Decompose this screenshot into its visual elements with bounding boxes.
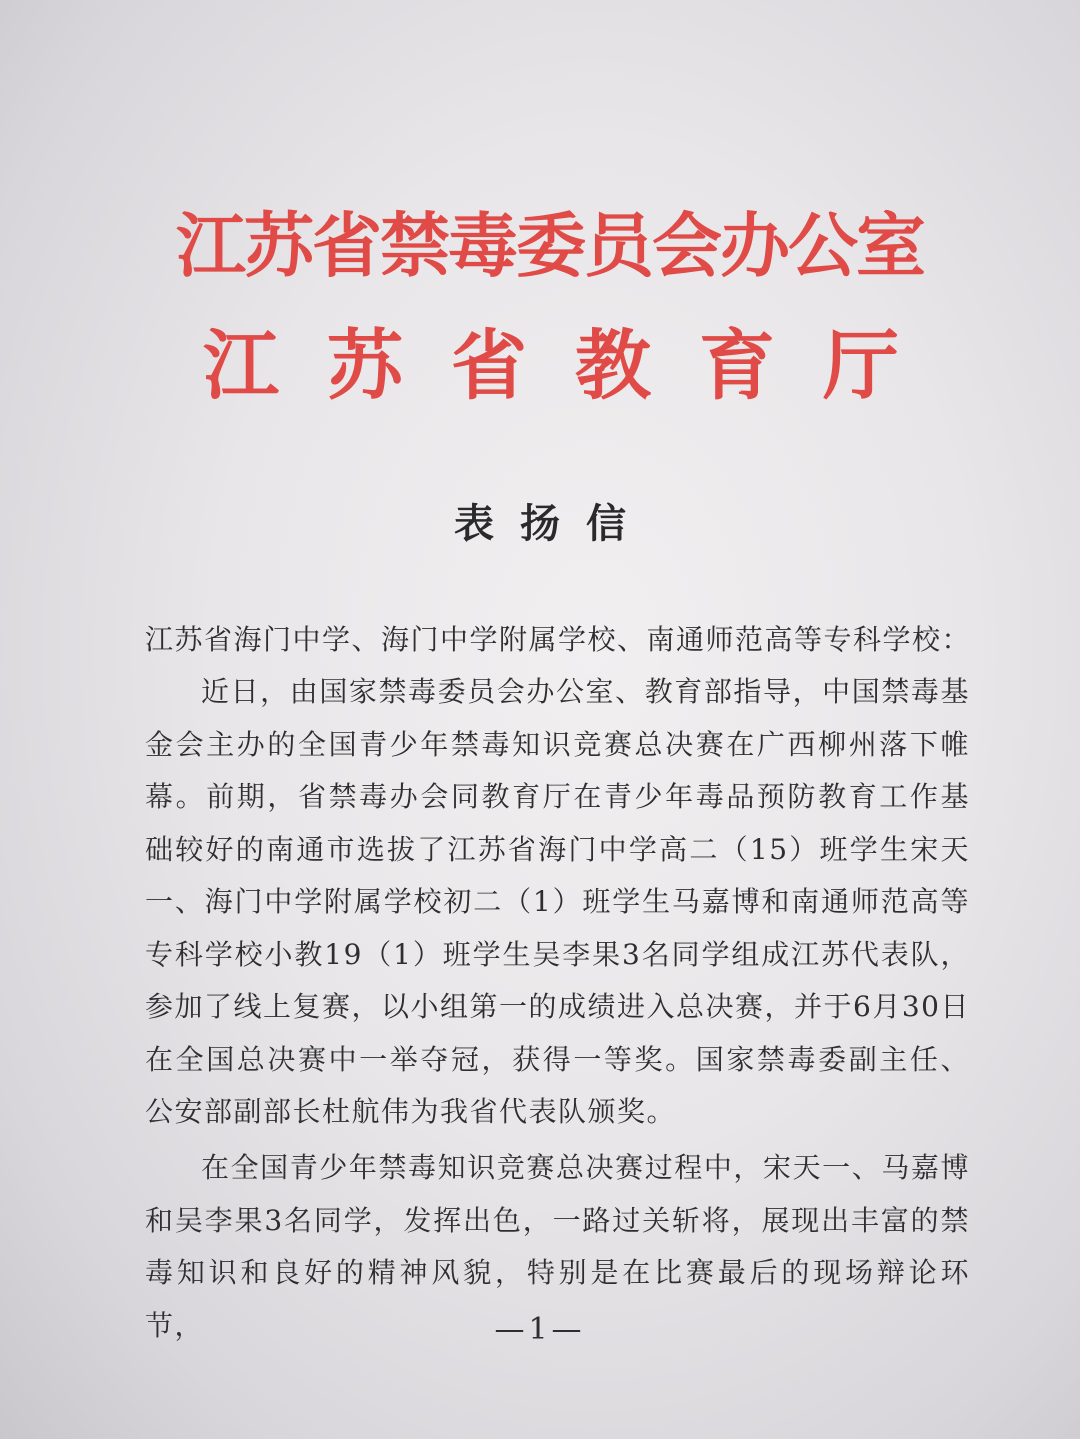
paragraph-2: 在全国青少年禁毒知识竞赛总决赛过程中，宋天一、马嘉博和吴李果3名同学，发挥出色，一路过关斩将，展现出丰富的禁毒知识和良好的精神风貌，特别是在比赛最后的现场辩论环节， (145, 1151, 970, 1342)
issuer-name-1: 江苏省禁毒委员会办公室 (176, 204, 924, 287)
salutation: 江苏省海门中学、海门中学附属学校、南通师范高等专科学校： (145, 623, 972, 656)
document-title: 表扬信 (454, 500, 652, 547)
page-number: —1— (494, 1312, 586, 1347)
paragraph-1: 近日，由国家禁毒委员会办公室、教育部指导，中国禁毒基金会主办的全国青少年禁毒知识竞赛总决赛在广西柳州落下帷幕。前期，省禁毒办会同教育厅在青少年毒品预防教育工作基础较好的南通市选拔了江苏省海门中学高二（15）班学生宋天一、海门中学附属学校初二（1）班学生马嘉博和南通师范高等专科学校小教19（1）班学生吴李果3名同学组成江苏代表队，参加了线上复赛，以小组第一的成绩进入总决赛，并于6月30日在全国总决赛中一举夺冠，获得一等奖。国家禁毒委副主任、公安部副部长杜航伟为我省代表队颁奖。 (145, 675, 970, 1128)
issuer-name-2: 江苏省教育厅 (203, 321, 947, 410)
